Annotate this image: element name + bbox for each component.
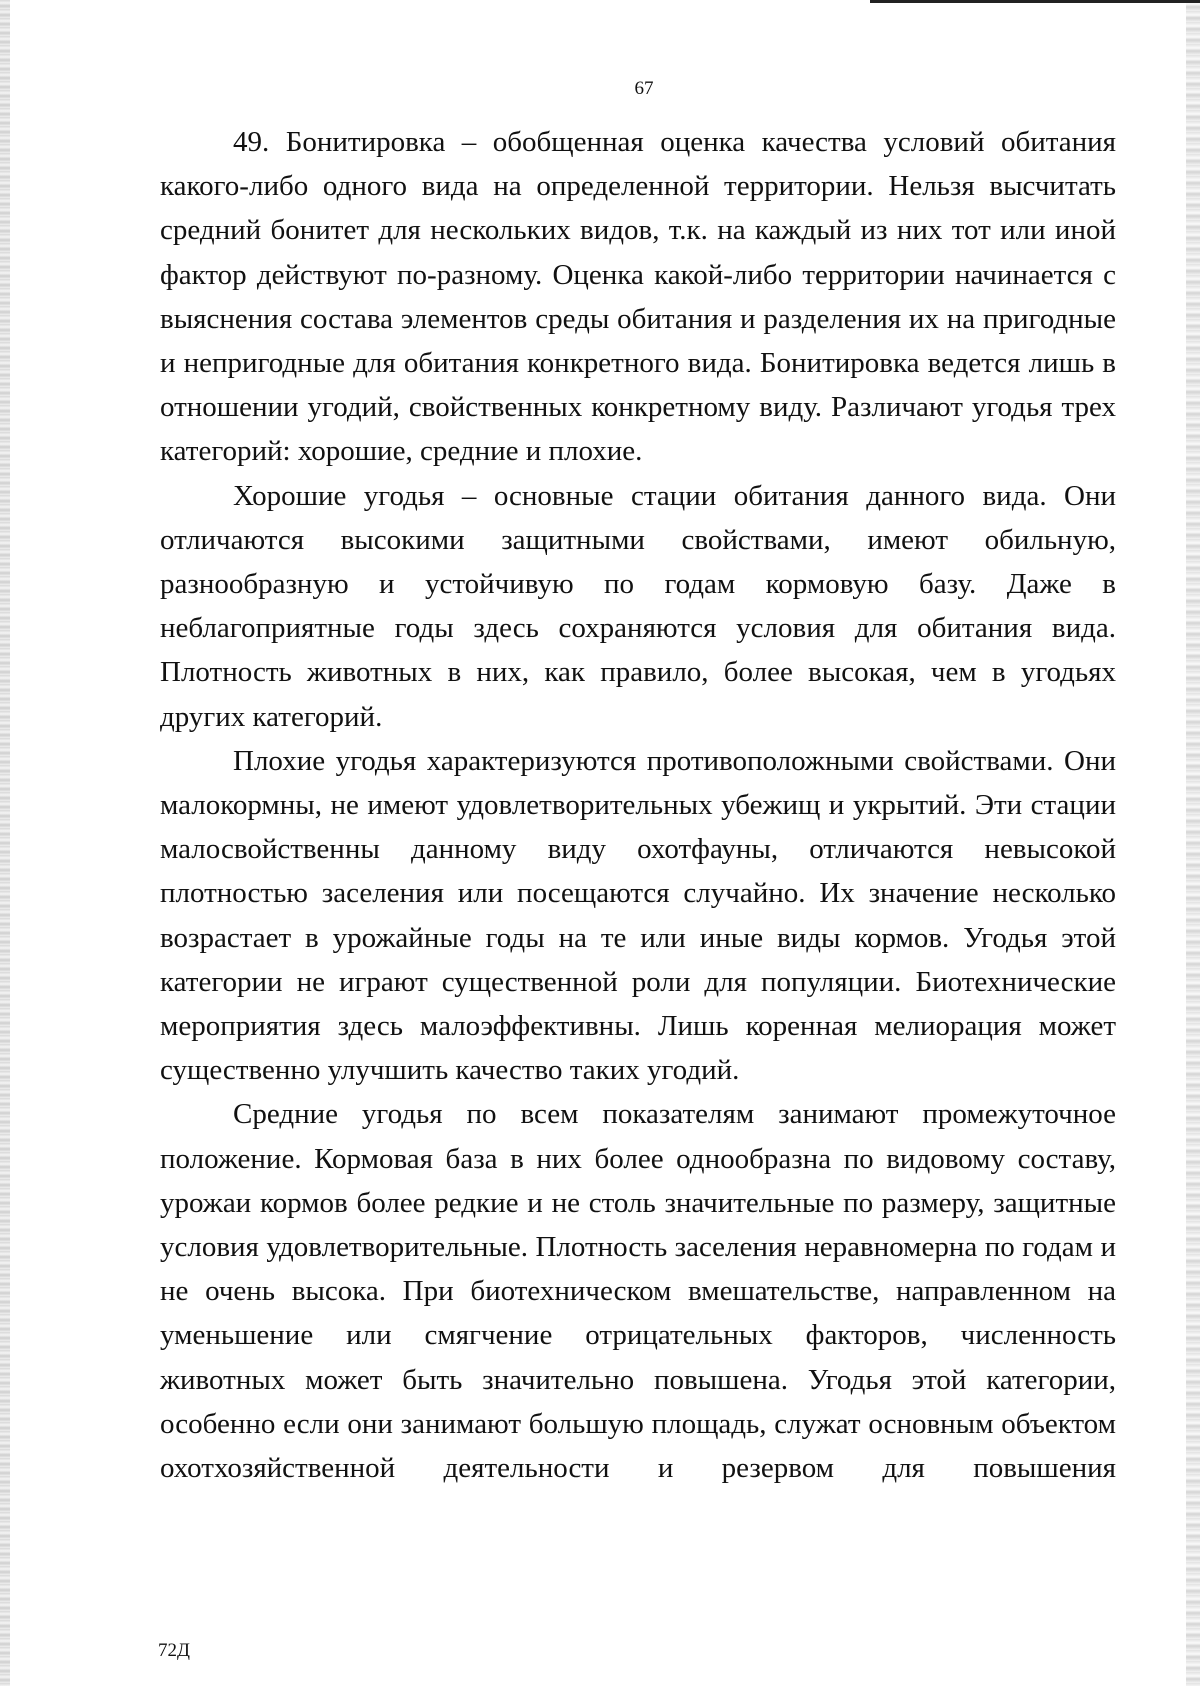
scan-edge-left <box>0 0 10 1686</box>
page-number: 67 <box>634 78 654 99</box>
paragraph-good-lands: Хорошие угодья – основные стации обитания данного вида. Они отличаются высокими защитными свойствами, имеют обильную, разнообразную и устойчивую по годам кормовую базу. Даже в неблагоприятные годы здесь сохраняются условия для обитания вида. Плотность животных в них, как правило, более высокая, чем в угодьях других категорий. <box>160 479 1116 733</box>
scan-edge-top <box>870 0 1200 3</box>
footer-code: 72Д <box>158 1640 190 1661</box>
paragraph-medium-lands: Средние угодья по всем показателям занимают промежуточное положение. Кормовая база в них более однообразна по видовому составу, урожаи кормов более редкие и не столь значительные по размеру, защитные условия удовлетворительные. Плотность заселения неравномерна по годам и не очень высока. При биотехническом вмешательстве, направленном на уменьшение или смягчение отрицательных факторов, численность животных может быть значительно повышена. Угодья этой категории, особенно если они занимают большую площадь, служат основным объектом охотхозяйственной деятельности и резервом для повышения <box>160 1098 1116 1485</box>
paragraph-poor-lands: Плохие угодья характеризуются противоположными свойствами. Они малокормны, не имеют удовлетворительных убежищ и укрытий. Эти стации малосвойственны данному виду охотфауны, отличаются невысокой плотностью заселения или посещаются случайно. Их значение несколько возрастает в урожайные годы на те или иные виды кормов. Угодья этой категории не играют существенной роли для популяции. Биотехнические мероприятия здесь малоэффективны. Лишь коренная мелиорация может существенно улучшить качество таких угодий. <box>160 744 1116 1087</box>
body-text <box>160 120 1116 1490</box>
paragraph-bonitirovka: 49. Бонитировка – обобщенная оценка качества условий обитания какого-либо одного вида на определенной территории. Нельзя высчитать средний бонитет для нескольких видов, т.к. на каждый из них тот или иной фактор действуют по-разному. Оценка какой-либо территории начинается с выяснения состава элементов среды обитания и разделения их на пригодные и непригодные для обитания конкретного вида. Бонитировка ведется лишь в отношении угодий, свойственных конкретному виду. Различают угодья трех категорий: хорошие, средние и плохие. <box>160 126 1116 468</box>
scan-edge-right <box>1186 0 1200 1686</box>
